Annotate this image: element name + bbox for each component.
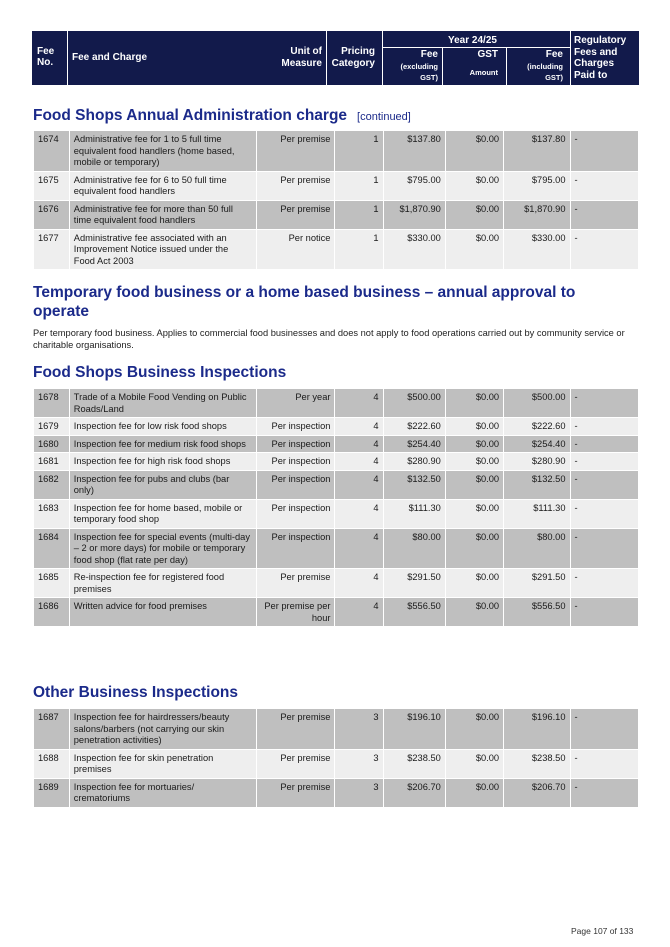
- cell-no: 1685: [34, 569, 70, 598]
- cell-cat: 3: [335, 778, 383, 807]
- cell-inc: $795.00: [504, 171, 570, 200]
- cell-desc: Administrative fee for 6 to 50 full time equivalent food handlers: [69, 171, 256, 200]
- cell-no: 1682: [34, 470, 70, 499]
- page-number: Page 107 of 133: [571, 926, 634, 936]
- header-gst: GST: [477, 49, 498, 60]
- cell-fee: $291.50: [383, 569, 445, 598]
- cell-unit: Per inspection: [256, 418, 335, 436]
- cell-desc: Administrative fee for 1 to 5 full time equivalent food handlers (home based, mobile or temporary): [69, 131, 256, 172]
- cell-no: 1678: [34, 389, 70, 418]
- section-title-temporary-food: Temporary food business or a home based business – annual approval to operate: [33, 284, 576, 320]
- cell-fee: $132.50: [383, 470, 445, 499]
- cell-unit: Per inspection: [256, 528, 335, 569]
- cell-desc: Inspection fee for special events (multi-day – 2 or more days) for mobile or temporary food shop (flat rate per day): [69, 528, 256, 569]
- cell-cat: 4: [335, 389, 383, 418]
- table-row: [34, 418, 639, 436]
- cell-gst: $0.00: [445, 418, 503, 436]
- table-row: [34, 569, 639, 598]
- cell-cat: 3: [335, 749, 383, 778]
- cell-inc: $330.00: [504, 229, 570, 270]
- cell-reg: -: [570, 749, 639, 778]
- cell-inc: $254.40: [504, 435, 570, 453]
- cell-unit: Per inspection: [256, 470, 335, 499]
- cell-desc: Inspection fee for medium risk food shops: [69, 435, 256, 453]
- cell-inc: $556.50: [504, 598, 570, 627]
- cell-no: 1677: [34, 229, 70, 270]
- cell-unit: Per notice: [256, 229, 335, 270]
- cell-inc: $500.00: [504, 389, 570, 418]
- cell-gst: $0.00: [445, 778, 503, 807]
- header-fee-no: Fee No.: [37, 46, 55, 68]
- section-description: Per temporary food business. Applies to commercial food businesses and does not apply to food operations carried out by community service or charitable organisations.: [33, 328, 625, 350]
- table-row: [34, 453, 639, 471]
- cell-reg: -: [570, 470, 639, 499]
- cell-reg: -: [570, 171, 639, 200]
- cell-no: 1686: [34, 598, 70, 627]
- cell-inc: $291.50: [504, 569, 570, 598]
- cell-gst: $0.00: [445, 499, 503, 528]
- cell-fee: $556.50: [383, 598, 445, 627]
- cell-fee: $111.30: [383, 499, 445, 528]
- section-title-other-inspections: Other Business Inspections: [33, 684, 238, 701]
- cell-no: 1674: [34, 131, 70, 172]
- section-title-admin-charge: Food Shops Annual Administration charge [continued]: [33, 107, 411, 124]
- cell-desc: Inspection fee for pubs and clubs (bar only): [69, 470, 256, 499]
- table-row: [34, 229, 639, 270]
- cell-desc: Inspection fee for low risk food shops: [69, 418, 256, 436]
- header-pricing-category: Pricing Category: [331, 46, 375, 69]
- cell-unit: Per year: [256, 389, 335, 418]
- cell-cat: 4: [335, 470, 383, 499]
- admin-charge-table: [33, 130, 639, 270]
- table-header: [32, 31, 639, 85]
- cell-inc: $111.30: [504, 499, 570, 528]
- table-row: [34, 200, 639, 229]
- cell-inc: $196.10: [504, 709, 570, 750]
- cell-no: 1675: [34, 171, 70, 200]
- cell-unit: Per premise per hour: [256, 598, 335, 627]
- cell-desc: Inspection fee for home based, mobile or temporary food shop: [69, 499, 256, 528]
- header-fee-incl-sub: (including GST): [527, 62, 563, 82]
- cell-fee: $280.90: [383, 453, 445, 471]
- section-title-food-inspections: Food Shops Business Inspections: [33, 364, 287, 381]
- cell-fee: $254.40: [383, 435, 445, 453]
- cell-unit: Per premise: [256, 749, 335, 778]
- cell-fee: $80.00: [383, 528, 445, 569]
- cell-unit: Per premise: [256, 569, 335, 598]
- header-fee-excl: Fee: [420, 49, 438, 60]
- cell-fee: $222.60: [383, 418, 445, 436]
- cell-reg: -: [570, 131, 639, 172]
- cell-no: 1687: [34, 709, 70, 750]
- cell-inc: $238.50: [504, 749, 570, 778]
- cell-no: 1681: [34, 453, 70, 471]
- cell-desc: Trade of a Mobile Food Vending on Public Roads/Land: [69, 389, 256, 418]
- cell-fee: $206.70: [383, 778, 445, 807]
- cell-reg: -: [570, 569, 639, 598]
- cell-gst: $0.00: [445, 171, 503, 200]
- cell-unit: Per premise: [256, 200, 335, 229]
- cell-inc: $206.70: [504, 778, 570, 807]
- cell-reg: -: [570, 709, 639, 750]
- cell-gst: $0.00: [445, 569, 503, 598]
- table-row: [34, 389, 639, 418]
- header-gst-sub: Amount: [469, 68, 498, 77]
- cell-no: 1676: [34, 200, 70, 229]
- cell-fee: $238.50: [383, 749, 445, 778]
- cell-cat: 4: [335, 499, 383, 528]
- table-row: [34, 470, 639, 499]
- cell-inc: $132.50: [504, 470, 570, 499]
- cell-cat: 4: [335, 418, 383, 436]
- cell-unit: Per premise: [256, 171, 335, 200]
- cell-gst: $0.00: [445, 389, 503, 418]
- cell-unit: Per inspection: [256, 499, 335, 528]
- other-inspections-table: [33, 708, 639, 808]
- cell-cat: 4: [335, 528, 383, 569]
- cell-inc: $80.00: [504, 528, 570, 569]
- cell-unit: Per premise: [256, 131, 335, 172]
- cell-gst: $0.00: [445, 131, 503, 172]
- cell-no: 1684: [34, 528, 70, 569]
- cell-unit: Per premise: [256, 778, 335, 807]
- cell-no: 1689: [34, 778, 70, 807]
- cell-cat: 4: [335, 598, 383, 627]
- table-row: [34, 171, 639, 200]
- cell-reg: -: [570, 200, 639, 229]
- cell-fee: $1,870.90: [383, 200, 445, 229]
- cell-desc: Inspection fee for skin penetration premises: [69, 749, 256, 778]
- header-fee-incl: Fee: [545, 49, 563, 60]
- table-row: [34, 778, 639, 807]
- cell-reg: -: [570, 453, 639, 471]
- cell-desc: Administrative fee associated with an Improvement Notice issued under the Food Act 2003: [69, 229, 256, 270]
- cell-inc: $280.90: [504, 453, 570, 471]
- cell-fee: $137.80: [383, 131, 445, 172]
- cell-gst: $0.00: [445, 229, 503, 270]
- cell-gst: $0.00: [445, 749, 503, 778]
- cell-no: 1679: [34, 418, 70, 436]
- cell-cat: 4: [335, 569, 383, 598]
- cell-reg: -: [570, 598, 639, 627]
- continued-label: [continued]: [357, 111, 411, 123]
- cell-cat: 3: [335, 709, 383, 750]
- header-regulatory: Regulatory Fees and Charges Paid to: [574, 35, 627, 81]
- cell-desc: Inspection fee for hairdressers/beauty salons/barbers (not carrying our skin penetration activities): [69, 709, 256, 750]
- table-row: [34, 528, 639, 569]
- cell-cat: 1: [335, 171, 383, 200]
- cell-gst: $0.00: [445, 435, 503, 453]
- cell-desc: Written advice for food premises: [69, 598, 256, 627]
- cell-gst: $0.00: [445, 598, 503, 627]
- cell-reg: -: [570, 499, 639, 528]
- cell-unit: Per premise: [256, 709, 335, 750]
- cell-fee: $795.00: [383, 171, 445, 200]
- cell-no: 1680: [34, 435, 70, 453]
- cell-fee: $500.00: [383, 389, 445, 418]
- cell-cat: 4: [335, 435, 383, 453]
- cell-cat: 4: [335, 453, 383, 471]
- header-unit-of-measure: Unit of Measure: [281, 46, 322, 69]
- cell-gst: $0.00: [445, 528, 503, 569]
- cell-fee: $330.00: [383, 229, 445, 270]
- header-fee-excl-sub: (excluding GST): [400, 62, 438, 82]
- cell-cat: 1: [335, 131, 383, 172]
- cell-inc: $222.60: [504, 418, 570, 436]
- cell-desc: Inspection fee for mortuaries/ crematoriums: [69, 778, 256, 807]
- table-row: [34, 598, 639, 627]
- cell-desc: Inspection fee for high risk food shops: [69, 453, 256, 471]
- food-inspections-table: [33, 388, 639, 627]
- cell-gst: $0.00: [445, 470, 503, 499]
- cell-inc: $137.80: [504, 131, 570, 172]
- table-row: [34, 435, 639, 453]
- cell-cat: 1: [335, 200, 383, 229]
- cell-reg: -: [570, 389, 639, 418]
- header-fee-and-charge: Fee and Charge: [72, 52, 148, 63]
- cell-desc: Re-inspection fee for registered food premises: [69, 569, 256, 598]
- cell-reg: -: [570, 435, 639, 453]
- table-row: [34, 131, 639, 172]
- cell-reg: -: [570, 778, 639, 807]
- cell-reg: -: [570, 229, 639, 270]
- table-row: [34, 499, 639, 528]
- cell-unit: Per inspection: [256, 435, 335, 453]
- cell-gst: $0.00: [445, 709, 503, 750]
- cell-unit: Per inspection: [256, 453, 335, 471]
- cell-gst: $0.00: [445, 200, 503, 229]
- table-row: [34, 709, 639, 750]
- cell-desc: Administrative fee for more than 50 full time equivalent food handlers: [69, 200, 256, 229]
- cell-cat: 1: [335, 229, 383, 270]
- cell-gst: $0.00: [445, 453, 503, 471]
- cell-inc: $1,870.90: [504, 200, 570, 229]
- cell-reg: -: [570, 418, 639, 436]
- cell-fee: $196.10: [383, 709, 445, 750]
- cell-no: 1683: [34, 499, 70, 528]
- cell-no: 1688: [34, 749, 70, 778]
- table-row: [34, 749, 639, 778]
- header-year: Year 24/25: [448, 35, 497, 46]
- cell-reg: -: [570, 528, 639, 569]
